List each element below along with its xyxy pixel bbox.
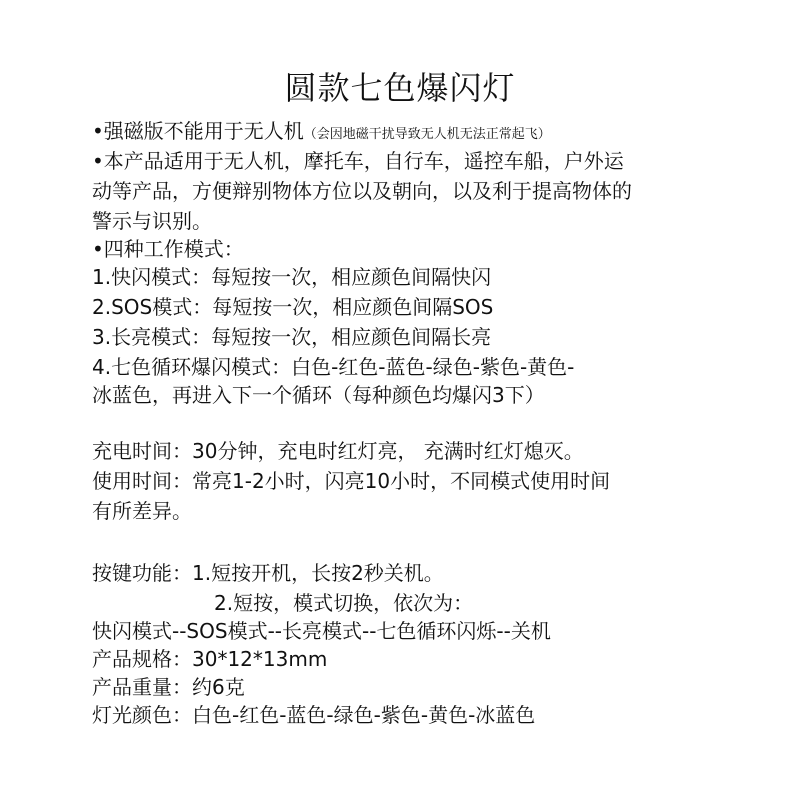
bullet-strong-magnet-note: （会因地磁干扰导致无人机无法正常起飞） [303,127,551,142]
bullet-strong-magnet-text: •强磁版不能用于无人机 [92,119,304,143]
page-title: 圆款七色爆闪灯 [284,69,516,107]
bullet-four-modes: •四种工作模式： [92,237,244,261]
mode-item-4-continued: 冰蓝色，再进入下一个循环（每种颜色均爆闪3下） [92,383,545,407]
button-function-line-2: 2.短按，模式切换，依次为： [214,591,474,615]
bullet-application-line-1: •本产品适用于无人机，摩托车，自行车，遥控车船，户外运 [92,149,624,173]
product-weight-line: 产品重量：约6克 [92,675,245,699]
mode-item-2: 2.SOS模式：每短按一次，相应颜色间隔SOS [92,295,494,319]
light-colors-line: 灯光颜色：白色-红色-蓝色-绿色-紫色-黄色-冰蓝色 [92,703,536,727]
bullet-application-line-2: 动等产品，方便辩别物体方位以及朝向，以及利于提高物体的 [92,179,632,203]
mode-item-1: 1.快闪模式：每短按一次，相应颜色间隔快闪 [92,265,492,289]
usage-time-line-2: 有所差异。 [92,499,192,523]
mode-item-3: 3.长亮模式：每短按一次，相应颜色间隔长亮 [92,325,492,349]
usage-time-line-1: 使用时间：常亮1-2小时，闪亮10小时，不同模式使用时间 [92,469,611,493]
bullet-application-line-3: 警示与识别。 [92,209,212,233]
charge-time-line: 充电时间：30分钟，充电时红灯亮， 充满时红灯熄灭。 [92,439,584,463]
mode-sequence-line: 快闪模式--SOS模式--长亮模式--七色循环闪烁--关机 [92,619,551,643]
bullet-strong-magnet [92,116,551,150]
mode-item-4: 4.七色循环爆闪模式：白色-红色-蓝色-绿色-紫色-黄色- [92,355,575,379]
button-function-line-1: 按键功能：1.短按开机，长按2秒关机。 [92,561,444,585]
product-size-line: 产品规格：30*12*13mm [92,647,328,671]
